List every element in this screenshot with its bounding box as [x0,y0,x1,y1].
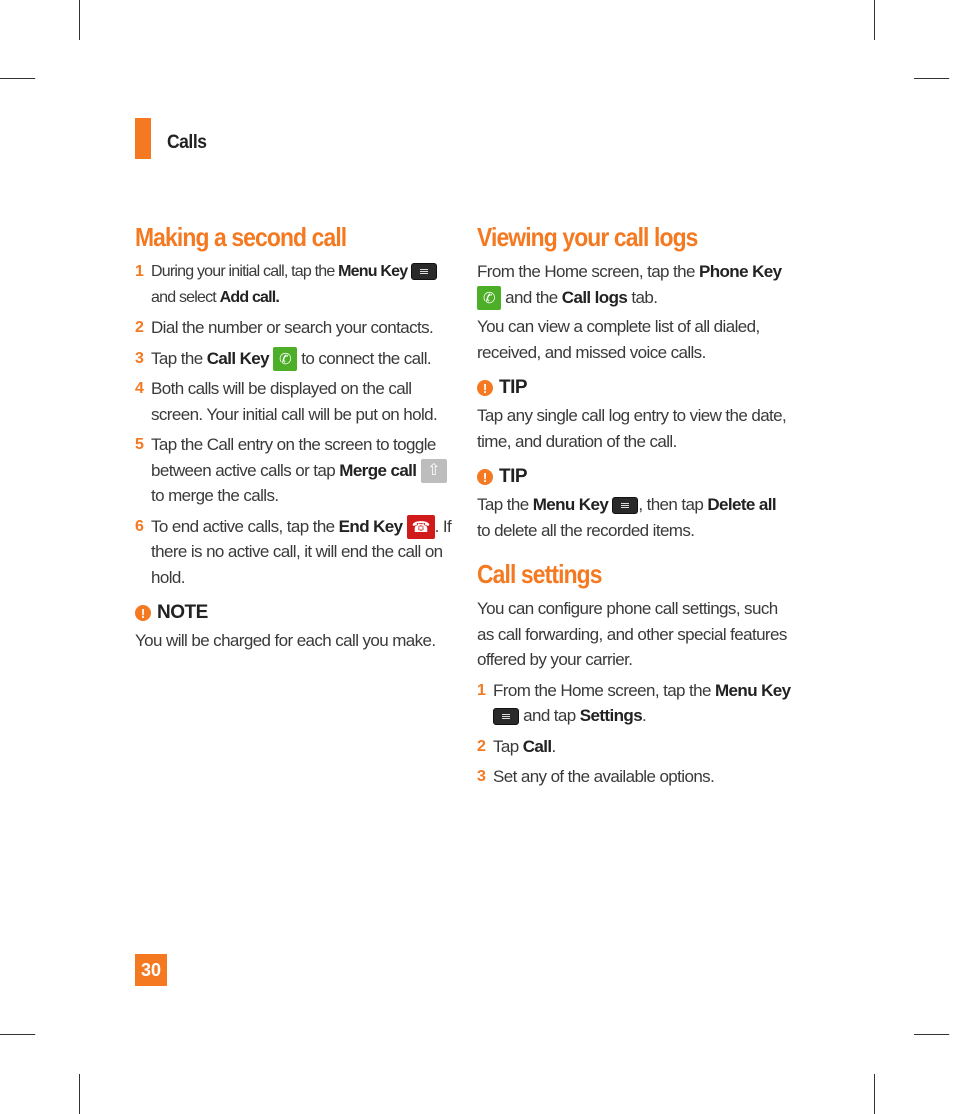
note-text: You will be charged for each call you make. [135,631,436,651]
step-number: 3 [135,349,144,367]
paragraph: From the Home screen, tap the Phone Key ✆ and the Call logs tab. [477,259,793,310]
note-heading: ! NOTE [135,602,453,624]
step-number: 2 [477,737,486,755]
warning-icon: ! [477,469,493,485]
step-item: 2 Dial the number or search your contacts. [135,315,453,341]
left-column [135,222,453,654]
step-item: 3 Set any of the available options. [477,764,793,790]
merge-call-icon: ⇧ [421,459,447,483]
page-number: 30 [135,954,167,986]
step-item: 6 To end active calls, tap the End Key ☎ . If there is no active call, it will end the call on hold. [135,514,453,591]
end-key-icon: ☎ [407,515,435,539]
tip-heading: ! TIP [477,466,793,488]
heading-viewing-call-logs: Viewing your call logs [477,222,698,252]
step-item: 3 Tap the Call Key ✆ to connect the call. [135,346,453,372]
step-item: 2 Tap Call. [477,734,793,760]
step-number: 4 [135,380,144,398]
crop-mark [0,78,35,79]
crop-mark [79,1074,80,1114]
paragraph: You can configure phone call settings, such as call forwarding, and other special features offered by your carrier. [477,599,787,670]
heading-call-settings: Call settings [477,559,602,590]
menu-key-icon [612,497,638,514]
tip-heading: ! TIP [477,377,793,399]
step-item: 5 Tap the Call entry on the screen to toggle between active calls or tap Merge call ⇧ to merge the calls. [135,432,453,509]
step-item: 1 From the Home screen, tap the Menu Key and tap Settings. [477,678,793,729]
phone-key-icon: ✆ [477,286,501,310]
step-number: 1 [135,263,144,280]
warning-icon: ! [135,605,151,621]
menu-key-icon [493,708,519,725]
crop-mark [914,78,949,79]
section-marker [135,118,151,159]
heading-making-second-call: Making a second call [135,222,347,252]
step-number: 1 [477,681,486,699]
crop-mark [79,0,80,40]
call-key-icon: ✆ [273,347,297,371]
step-number: 3 [477,768,486,786]
right-column [477,222,793,795]
step-item: 4 Both calls will be displayed on the call screen. Your initial call will be put on hold. [135,376,453,427]
crop-mark [0,1034,35,1035]
warning-icon: ! [477,380,493,396]
crop-mark [874,0,875,40]
crop-mark [914,1034,949,1035]
step-number: 6 [135,517,144,535]
step-item: 1 During your initial call, tap the Menu Key and select Add call. [135,259,453,310]
menu-key-icon [411,263,437,280]
crop-mark [874,1074,875,1114]
tip-text: Tap any single call log entry to view the date, time, and duration of the call. [477,406,787,451]
tip-text: Tap the Menu Key , then tap Delete all to delete all the recorded items. [477,495,776,540]
section-title: Calls [167,132,207,153]
step-number: 2 [135,319,144,336]
step-number: 5 [135,436,144,454]
paragraph: You can view a complete list of all dialed, received, and missed voice calls. [477,317,760,362]
